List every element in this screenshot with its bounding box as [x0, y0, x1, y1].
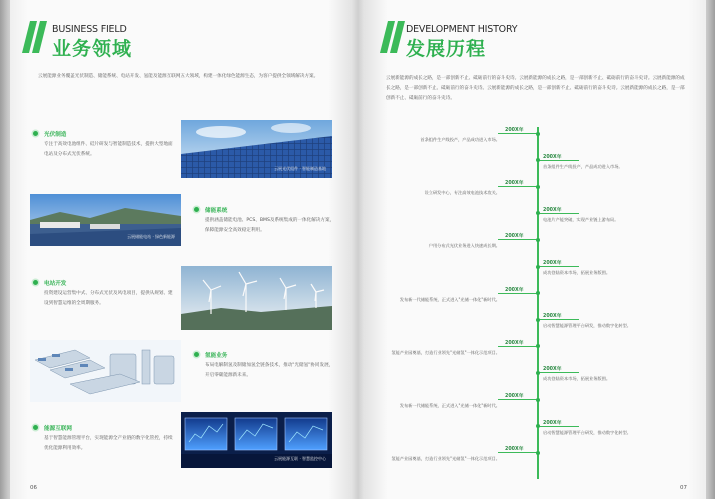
timeline-connector — [539, 213, 579, 214]
page-title: 发展历程 — [406, 38, 487, 60]
timeline-text: 电池片产能突破，实现产业链上游布局。 — [543, 216, 619, 222]
timeline-text: 发布新一代储能系统，正式进入"光储一体化"新时代。 — [399, 296, 500, 302]
timeline-text: 启动智慧能源管理平台研发，推动数字化转型。 — [543, 323, 631, 329]
timeline-text: 设立研发中心，专注高效电池技术攻关。 — [424, 190, 500, 196]
page-title: 业务领域 — [52, 38, 133, 60]
timeline-text: 氢能产业园奠基，打造行业领先"光储氢"一体化示范项目。 — [391, 349, 500, 355]
photo-caption: 云展能源互联 · 智慧监控中心 — [274, 456, 326, 461]
timeline-text: 启动智慧能源管理平台研发，推动数字化转型。 — [543, 429, 631, 435]
section-title: 氢能业务 — [205, 353, 228, 359]
timeline-connector — [539, 319, 579, 320]
timeline-text: 成功登陆资本市场，拓展业务版图。 — [543, 376, 611, 382]
bullet-dot-icon — [194, 207, 199, 212]
timeline-dot-icon — [536, 185, 540, 189]
timeline-dot-icon — [536, 398, 540, 402]
section-text: 布局电解制氢及制储加氢全链条技术，推动"光储氢"协同发展，开启零碳能源新未来。 — [205, 363, 334, 378]
bullet-dot-icon — [194, 352, 199, 357]
page-number: 06 — [30, 485, 37, 491]
timeline-year: 200X年 — [543, 314, 562, 320]
section-text: 专注于高效电池组件、硅片研发与智能制造技术，提供大型地面电站及分布式光伏系统。 — [44, 142, 173, 157]
timeline-year: 200X年 — [543, 154, 562, 160]
timeline-year: 200X年 — [543, 261, 562, 266]
timeline-connector — [498, 293, 538, 294]
timeline-text: 户用分布式光伏业务进入快速成长期。 — [428, 243, 500, 249]
intro-paragraph: 云展新能源的成长之路，是一部创新不止、砥砺前行的奋斗史诗。云展新能源的成长之路，是一部创新不止、砥砺前行的奋斗史诗。云展新能源的成长之路，是一部创新不止、砥砺前行的奋斗史诗。云展新能源的成长之路，是一部创新不止、砥砺前行的奋斗史诗。云展新能源的成长之路，是一部创新不止、砥砺前行的奋斗史诗。 — [386, 76, 685, 101]
timeline-year: 200X年 — [543, 367, 562, 373]
wind-farm-photo — [181, 266, 332, 330]
timeline-dot-icon — [536, 371, 540, 375]
timeline-connector — [539, 160, 579, 161]
section-title: 电站开发 — [44, 281, 67, 287]
section-title: 能源互联网 — [44, 426, 72, 432]
timeline-connector — [539, 372, 579, 373]
monitoring-center-photo — [181, 412, 332, 468]
timeline-year: 200X年 — [505, 340, 524, 346]
section-text: 基于智慧能源管理平台，实现能源全产业链的数字化管控，持续优化能源利用效率。 — [44, 436, 173, 451]
timeline-dot-icon — [536, 132, 540, 136]
intro-paragraph: 云展能源业务覆盖光伏制造、储能系统、电站开发、氢能及能源互联网五大领域，构建一体化绿色能源生态，为客户提供全领域解决方案。 — [38, 74, 319, 79]
timeline-dot-icon — [536, 265, 540, 269]
timeline-year: 200X年 — [505, 447, 524, 453]
timeline-text: 首条组件生产线投产，产品成功进入市场。 — [420, 137, 500, 142]
timeline-connector — [498, 186, 538, 187]
timeline-text: 首条组件生产线投产，产品成功进入市场。 — [543, 163, 623, 169]
timeline-year: 200X年 — [505, 234, 524, 240]
bullet-dot-icon — [33, 425, 38, 430]
bullet-dot-icon — [33, 280, 38, 285]
hydrogen-plant-photo — [30, 340, 181, 402]
section-title: 光伏制造 — [44, 132, 67, 138]
header-english: BUSINESS FIELD — [52, 24, 127, 35]
section-text: 投资建设运营集中式、分布式光伏及风电项目，提供从规划、建设到智慧运维的全周期服务。 — [44, 291, 173, 306]
timeline-connector — [539, 266, 579, 267]
timeline-year: 200X年 — [505, 394, 524, 399]
solar-panel-photo — [181, 120, 332, 178]
timeline-connector — [498, 239, 538, 240]
bullet-dot-icon — [33, 131, 38, 136]
timeline-dot-icon — [536, 238, 540, 242]
timeline-text: 成功登陆资本市场，拓展业务版图。 — [543, 270, 611, 275]
page-number: 07 — [680, 485, 687, 491]
timeline-year: 200X年 — [505, 128, 524, 133]
storage-station-photo — [30, 194, 181, 246]
timeline-year: 200X年 — [543, 207, 562, 213]
timeline-connector — [498, 452, 538, 453]
timeline-connector — [498, 346, 538, 347]
photo-caption: 云展储能电站 · 绿色新能源 — [127, 234, 175, 239]
timeline-dot-icon — [536, 451, 540, 455]
header-english: DEVELOPMENT HISTORY — [406, 24, 518, 35]
section-text: 提供涵盖储能电池、PCS、BMS及系统集成的一体化解决方案，保障能源安全高效稳定利用。 — [205, 218, 335, 233]
timeline-year: 200X年 — [505, 287, 524, 293]
timeline-dot-icon — [536, 318, 540, 322]
timeline-connector — [498, 133, 538, 134]
timeline-text: 氢能产业园奠基，打造行业领先"光储氢"一体化示范项目。 — [391, 456, 500, 462]
timeline-text: 发布新一代储能系统，正式进入"光储一体化"新时代。 — [399, 403, 500, 408]
timeline-year: 200X年 — [505, 181, 524, 187]
timeline-connector — [539, 426, 579, 427]
section-title: 储能系统 — [205, 208, 228, 214]
timeline-year: 200X年 — [543, 420, 562, 426]
photo-caption: 云展光伏组件 · 智能制造基地 — [274, 166, 326, 171]
timeline-connector — [498, 399, 538, 400]
